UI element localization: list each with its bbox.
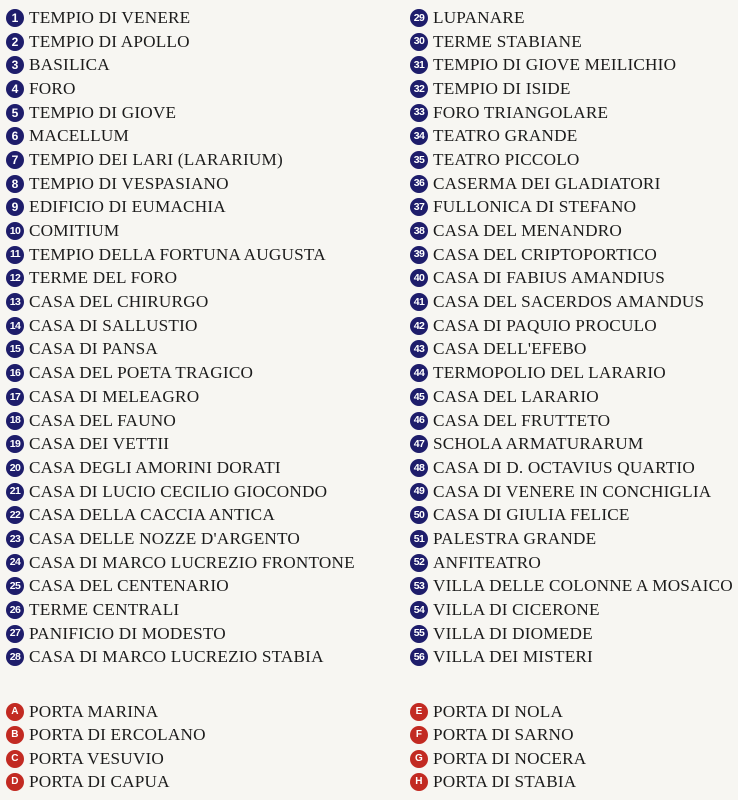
gate-item bbox=[6, 724, 206, 748]
site-number-badge: 1 bbox=[6, 9, 24, 27]
site-label: CASA DELLA CACCIA ANTICA bbox=[29, 505, 275, 525]
site-number-badge: 34 bbox=[410, 127, 428, 145]
site-number-badge: 13 bbox=[6, 293, 24, 311]
site-number-badge: 36 bbox=[410, 175, 428, 193]
site-item bbox=[410, 338, 733, 362]
site-label: VILLA DI DIOMEDE bbox=[433, 623, 593, 643]
gate-item bbox=[6, 747, 206, 771]
site-number-badge: 21 bbox=[6, 483, 24, 501]
site-item bbox=[6, 575, 355, 599]
gate-letter-badge: E bbox=[410, 703, 428, 721]
site-label: CASA DI GIULIA FELICE bbox=[433, 505, 630, 525]
gate-list-right bbox=[410, 700, 586, 794]
site-item bbox=[6, 385, 355, 409]
site-item bbox=[410, 30, 733, 54]
site-number-badge: 45 bbox=[410, 388, 428, 406]
site-label: CASA DEL LARARIO bbox=[433, 386, 599, 406]
site-label: TEMPIO DI GIOVE MEILICHIO bbox=[433, 55, 677, 75]
site-item bbox=[6, 53, 355, 77]
site-label: TEMPIO DI ISIDE bbox=[433, 78, 571, 98]
site-item bbox=[410, 551, 733, 575]
site-item bbox=[6, 409, 355, 433]
site-number-badge: 20 bbox=[6, 459, 24, 477]
site-item bbox=[6, 267, 355, 291]
site-label: FORO TRIANGOLARE bbox=[433, 102, 609, 122]
site-label: TEMPIO DI APOLLO bbox=[29, 31, 190, 51]
site-number-badge: 30 bbox=[410, 33, 428, 51]
site-item bbox=[410, 101, 733, 125]
gate-letter-badge: H bbox=[410, 773, 428, 791]
site-number-badge: 8 bbox=[6, 175, 24, 193]
site-number-badge: 31 bbox=[410, 56, 428, 74]
site-item bbox=[6, 6, 355, 30]
site-number-badge: 38 bbox=[410, 222, 428, 240]
site-item bbox=[410, 290, 733, 314]
site-number-badge: 35 bbox=[410, 151, 428, 169]
site-label: FORO bbox=[29, 78, 76, 98]
site-label: CASA DI MELEAGRO bbox=[29, 386, 200, 406]
site-item bbox=[6, 456, 355, 480]
site-item bbox=[6, 243, 355, 267]
gate-item bbox=[410, 724, 586, 748]
site-number-badge: 46 bbox=[410, 412, 428, 430]
site-label: BASILICA bbox=[29, 55, 110, 75]
site-number-badge: 50 bbox=[410, 506, 428, 524]
site-number-badge: 32 bbox=[410, 80, 428, 98]
site-item bbox=[410, 622, 733, 646]
gate-label: PORTA DI ERCOLANO bbox=[29, 725, 206, 745]
site-label: CASA DEGLI AMORINI DORATI bbox=[29, 457, 281, 477]
site-number-badge: 55 bbox=[410, 625, 428, 643]
site-label: CASERMA DEI GLADIATORI bbox=[433, 173, 661, 193]
site-item bbox=[6, 196, 355, 220]
gate-item bbox=[6, 700, 206, 724]
site-item bbox=[410, 361, 733, 385]
site-number-badge: 4 bbox=[6, 80, 24, 98]
site-label: CASA DEI VETTII bbox=[29, 434, 170, 454]
site-label: TERME DEL FORO bbox=[29, 268, 178, 288]
site-item bbox=[410, 480, 733, 504]
site-item bbox=[410, 53, 733, 77]
site-item bbox=[6, 646, 355, 670]
site-label: CASA DELL'EFEBO bbox=[433, 339, 587, 359]
site-label: TEATRO PICCOLO bbox=[433, 149, 580, 169]
site-item bbox=[410, 6, 733, 30]
site-item bbox=[410, 124, 733, 148]
site-number-badge: 48 bbox=[410, 459, 428, 477]
site-item bbox=[6, 148, 355, 172]
site-label: SCHOLA ARMATURARUM bbox=[433, 434, 644, 454]
site-label: COMITIUM bbox=[29, 221, 120, 241]
site-number-badge: 3 bbox=[6, 56, 24, 74]
site-number-badge: 41 bbox=[410, 293, 428, 311]
site-item bbox=[6, 598, 355, 622]
gate-label: PORTA DI NOLA bbox=[433, 701, 564, 721]
site-item bbox=[6, 622, 355, 646]
site-label: CASA DEL CENTENARIO bbox=[29, 576, 229, 596]
site-number-badge: 6 bbox=[6, 127, 24, 145]
site-label: CASA DEL CHIRURGO bbox=[29, 292, 209, 312]
site-label: TEATRO GRANDE bbox=[433, 126, 578, 146]
site-item bbox=[410, 172, 733, 196]
gate-label: PORTA DI CAPUA bbox=[29, 772, 170, 792]
site-number-badge: 15 bbox=[6, 340, 24, 358]
site-item bbox=[6, 338, 355, 362]
site-item bbox=[6, 290, 355, 314]
site-number-badge: 24 bbox=[6, 554, 24, 572]
site-label: MACELLUM bbox=[29, 126, 129, 146]
site-number-badge: 49 bbox=[410, 483, 428, 501]
site-item bbox=[410, 243, 733, 267]
site-item bbox=[6, 124, 355, 148]
site-number-badge: 51 bbox=[410, 530, 428, 548]
site-number-badge: 54 bbox=[410, 601, 428, 619]
gate-label: PORTA VESUVIO bbox=[29, 748, 165, 768]
site-label: CASA DI VENERE IN CONCHIGLIA bbox=[433, 481, 712, 501]
site-item bbox=[410, 267, 733, 291]
site-label: FULLONICA DI STEFANO bbox=[433, 197, 637, 217]
site-number-badge: 12 bbox=[6, 269, 24, 287]
site-number-badge: 7 bbox=[6, 151, 24, 169]
site-item bbox=[6, 30, 355, 54]
site-label: PALESTRA GRANDE bbox=[433, 528, 597, 548]
site-label: CASA DEL MENANDRO bbox=[433, 221, 622, 241]
gate-letter-badge: B bbox=[6, 726, 24, 744]
gate-letter-badge: A bbox=[6, 703, 24, 721]
site-item bbox=[6, 551, 355, 575]
site-number-badge: 27 bbox=[6, 625, 24, 643]
site-label: CASA DEL FRUTTETO bbox=[433, 410, 611, 430]
site-label: TERMOPOLIO DEL LARARIO bbox=[433, 363, 666, 383]
site-label: TEMPIO DI GIOVE bbox=[29, 102, 177, 122]
site-number-badge: 29 bbox=[410, 9, 428, 27]
site-label: TERME STABIANE bbox=[433, 31, 582, 51]
site-item bbox=[410, 456, 733, 480]
site-number-badge: 28 bbox=[6, 648, 24, 666]
site-label: TEMPIO DEI LARI (LARARIUM) bbox=[29, 149, 283, 169]
site-label: VILLA DEI MISTERI bbox=[433, 647, 593, 667]
site-number-badge: 5 bbox=[6, 104, 24, 122]
site-label: CASA DI LUCIO CECILIO GIOCONDO bbox=[29, 481, 328, 501]
site-label: CASA DEL POETA TRAGICO bbox=[29, 363, 254, 383]
site-label: CASA DI MARCO LUCREZIO STABIA bbox=[29, 647, 324, 667]
gate-item bbox=[6, 771, 206, 795]
site-number-badge: 19 bbox=[6, 435, 24, 453]
site-number-badge: 26 bbox=[6, 601, 24, 619]
site-number-badge: 25 bbox=[6, 577, 24, 595]
site-label: TEMPIO DELLA FORTUNA AUGUSTA bbox=[29, 244, 326, 264]
site-number-badge: 22 bbox=[6, 506, 24, 524]
gate-label: PORTA DI SARNO bbox=[433, 725, 574, 745]
site-item bbox=[6, 527, 355, 551]
site-label: TEMPIO DI VENERE bbox=[29, 7, 191, 27]
site-label: CASA DELLE NOZZE D'ARGENTO bbox=[29, 528, 301, 548]
site-label: CASA DI PANSA bbox=[29, 339, 159, 359]
site-number-badge: 44 bbox=[410, 364, 428, 382]
site-number-badge: 11 bbox=[6, 246, 24, 264]
site-label: TERME CENTRALI bbox=[29, 600, 180, 620]
site-number-badge: 23 bbox=[6, 530, 24, 548]
site-list-right bbox=[410, 6, 733, 669]
site-item bbox=[410, 432, 733, 456]
site-item bbox=[6, 361, 355, 385]
site-label: CASA DI D. OCTAVIUS QUARTIO bbox=[433, 457, 695, 477]
site-item bbox=[410, 385, 733, 409]
site-number-badge: 47 bbox=[410, 435, 428, 453]
site-number-badge: 2 bbox=[6, 33, 24, 51]
site-item bbox=[6, 219, 355, 243]
gate-list-left bbox=[6, 700, 206, 794]
site-item bbox=[410, 409, 733, 433]
site-item bbox=[410, 314, 733, 338]
site-item bbox=[410, 196, 733, 220]
gate-label: PORTA MARINA bbox=[29, 701, 159, 721]
site-number-badge: 18 bbox=[6, 412, 24, 430]
site-item bbox=[6, 503, 355, 527]
site-number-badge: 39 bbox=[410, 246, 428, 264]
site-label: VILLA DI CICERONE bbox=[433, 600, 600, 620]
site-item bbox=[6, 314, 355, 338]
gate-item bbox=[410, 700, 586, 724]
site-label: CASA DI SALLUSTIO bbox=[29, 315, 198, 335]
site-item bbox=[410, 646, 733, 670]
site-item bbox=[6, 77, 355, 101]
site-number-badge: 10 bbox=[6, 222, 24, 240]
site-item bbox=[410, 527, 733, 551]
gate-item bbox=[410, 747, 586, 771]
site-label: EDIFICIO DI EUMACHIA bbox=[29, 197, 226, 217]
site-item bbox=[6, 101, 355, 125]
site-label: VILLA DELLE COLONNE A MOSAICO bbox=[433, 576, 733, 596]
site-number-badge: 9 bbox=[6, 198, 24, 216]
gate-letter-badge: D bbox=[6, 773, 24, 791]
site-number-badge: 42 bbox=[410, 317, 428, 335]
site-item bbox=[6, 172, 355, 196]
site-label: CASA DI MARCO LUCREZIO FRONTONE bbox=[29, 552, 355, 572]
site-item bbox=[410, 77, 733, 101]
gate-letter-badge: C bbox=[6, 750, 24, 768]
site-item bbox=[6, 480, 355, 504]
site-number-badge: 52 bbox=[410, 554, 428, 572]
site-label: CASA DEL SACERDOS AMANDUS bbox=[433, 292, 705, 312]
site-number-badge: 53 bbox=[410, 577, 428, 595]
site-number-badge: 14 bbox=[6, 317, 24, 335]
gate-label: PORTA DI STABIA bbox=[433, 772, 577, 792]
site-number-badge: 56 bbox=[410, 648, 428, 666]
site-label: CASA DI FABIUS AMANDIUS bbox=[433, 268, 666, 288]
site-item bbox=[410, 503, 733, 527]
gate-item bbox=[410, 771, 586, 795]
site-number-badge: 33 bbox=[410, 104, 428, 122]
site-label: PANIFICIO DI MODESTO bbox=[29, 623, 226, 643]
site-label: LUPANARE bbox=[433, 7, 525, 27]
site-label: TEMPIO DI VESPASIANO bbox=[29, 173, 229, 193]
site-list-left bbox=[6, 6, 355, 669]
site-number-badge: 43 bbox=[410, 340, 428, 358]
gate-letter-badge: G bbox=[410, 750, 428, 768]
site-number-badge: 16 bbox=[6, 364, 24, 382]
site-label: CASA DEL CRIPTOPORTICO bbox=[433, 244, 657, 264]
gate-letter-badge: F bbox=[410, 726, 428, 744]
site-number-badge: 17 bbox=[6, 388, 24, 406]
site-label: CASA DEL FAUNO bbox=[29, 410, 176, 430]
site-item bbox=[410, 148, 733, 172]
site-item bbox=[410, 219, 733, 243]
site-number-badge: 37 bbox=[410, 198, 428, 216]
site-number-badge: 40 bbox=[410, 269, 428, 287]
gate-label: PORTA DI NOCERA bbox=[433, 748, 587, 768]
site-label: ANFITEATRO bbox=[433, 552, 541, 572]
site-item bbox=[6, 432, 355, 456]
site-item bbox=[410, 598, 733, 622]
site-item bbox=[410, 575, 733, 599]
site-label: CASA DI PAQUIO PROCULO bbox=[433, 315, 657, 335]
